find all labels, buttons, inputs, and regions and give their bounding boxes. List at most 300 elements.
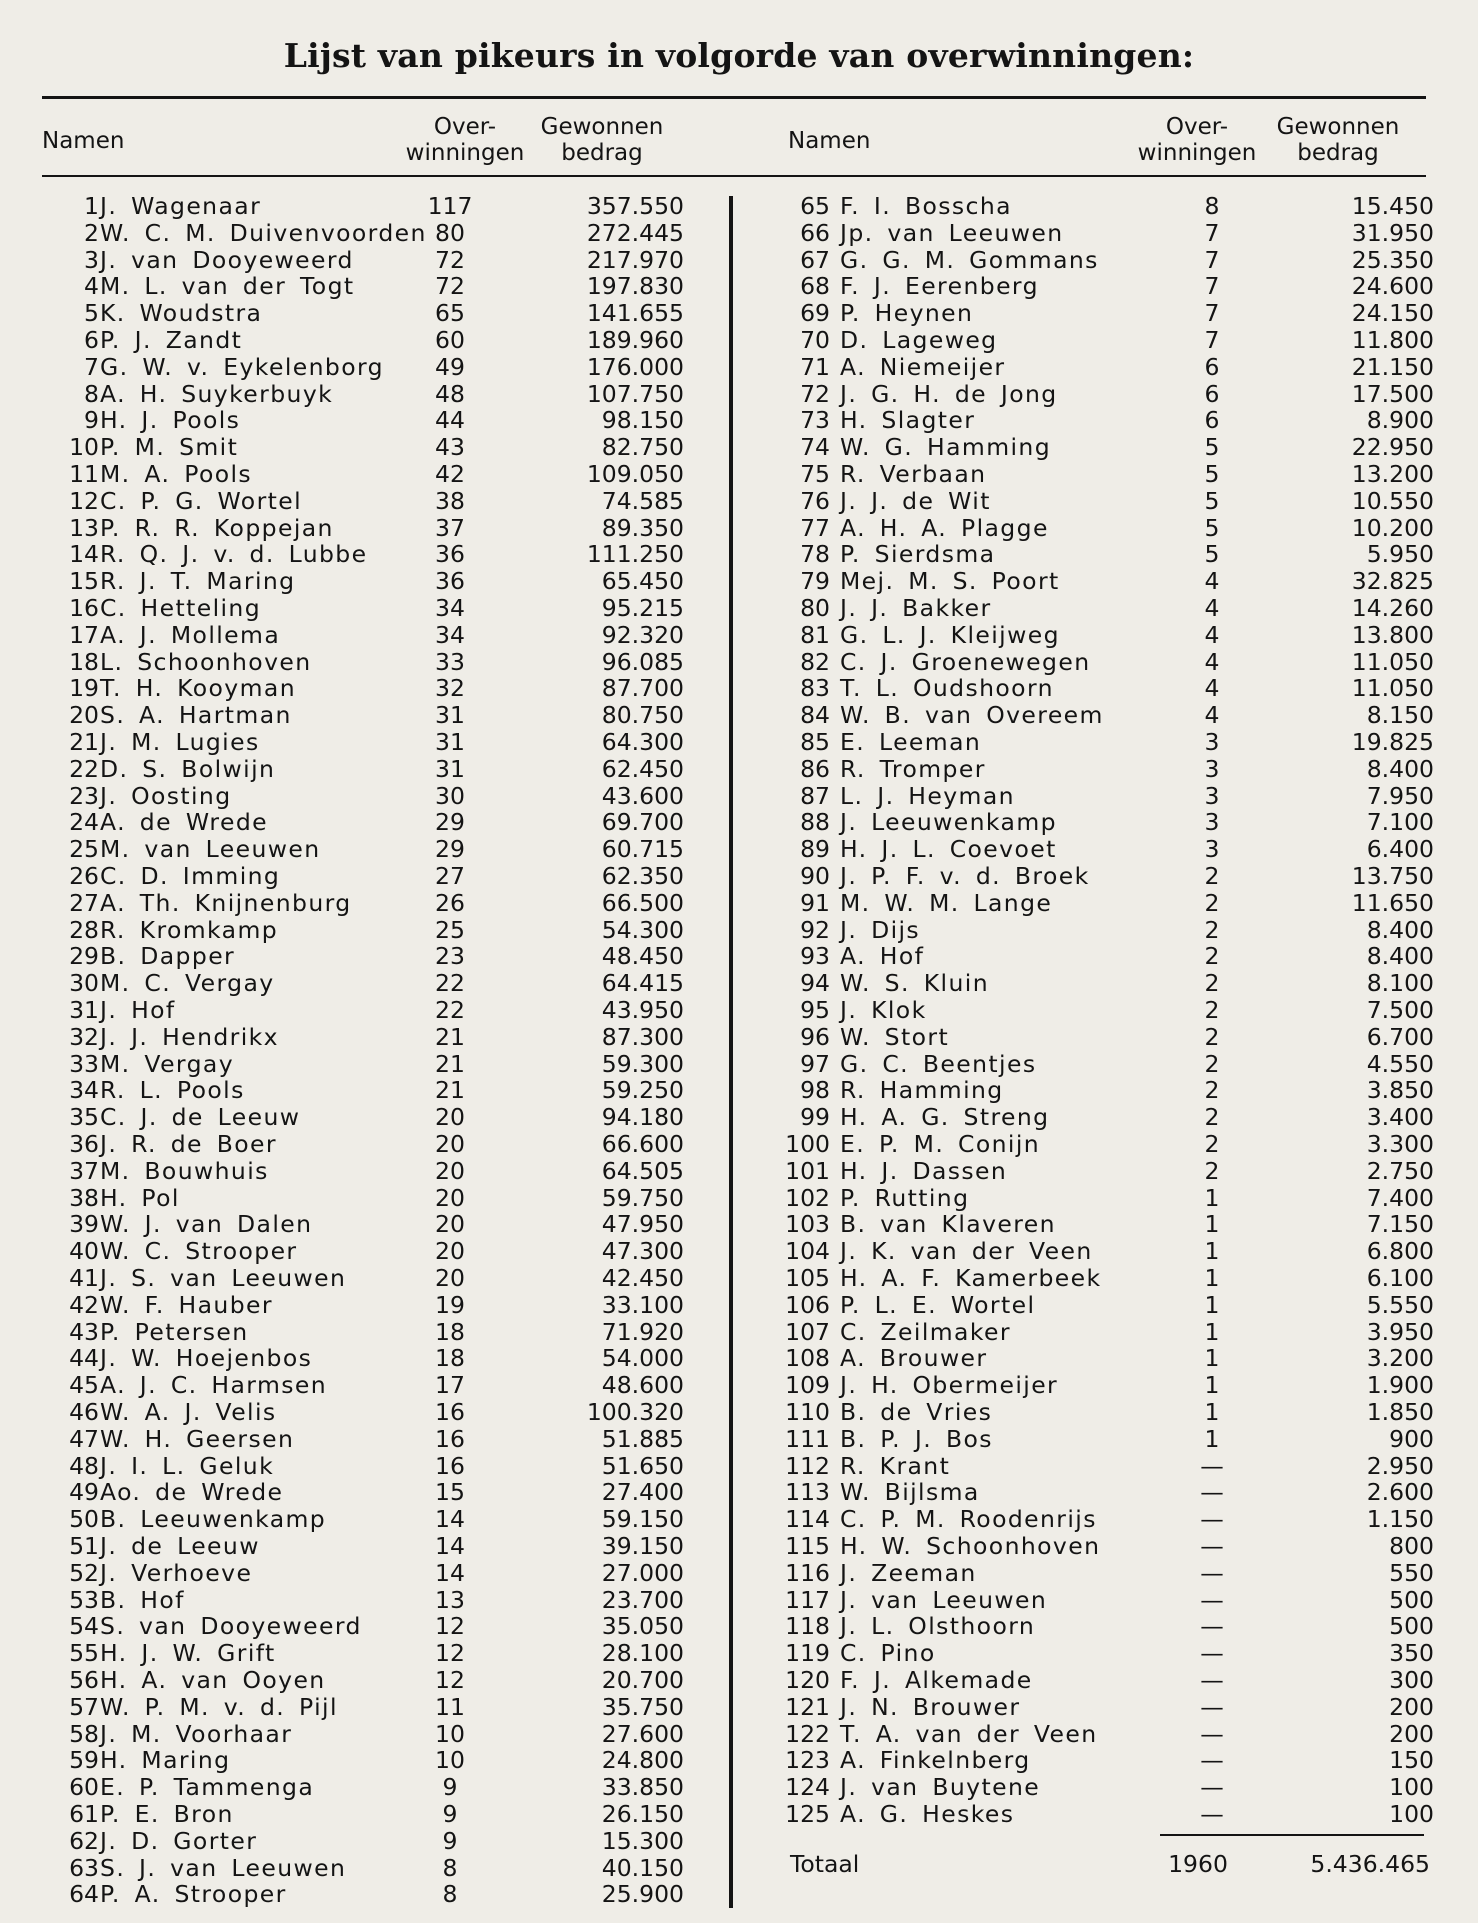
table-row [730,1533,1478,1560]
overwinningen-value: 21 [435,1076,465,1105]
pikeur-name: M. A. Pools [100,460,253,488]
overwinningen-value: 5 [1204,513,1220,542]
overwinningen-value: 22 [435,969,465,998]
overwinningen-value: 7 [1204,272,1220,301]
overwinningen-value: 44 [435,406,465,435]
table-row [730,220,1478,247]
bedrag-value: 51.650 [601,1451,684,1480]
table-row [0,809,730,836]
bedrag-value: 87.300 [601,1022,684,1051]
overwinningen-value: 25 [435,915,465,944]
header-overwinningen-right [1122,114,1272,166]
pikeur-name: J. N. Brouwer [840,1692,1021,1721]
pikeur-name: J. Zeeman [840,1558,977,1587]
overwinningen-value: 60 [435,326,465,354]
row-number: 112 [785,1451,830,1480]
table-row [0,1426,730,1453]
bedrag-value: 62.450 [601,754,684,783]
pikeur-name: J. de Leeuw [100,1532,260,1560]
pikeur-name: H. J. W. Grift [100,1639,276,1668]
pikeur-name: P. J. Zandt [100,326,243,354]
overwinningen-value: 7 [1204,299,1220,328]
bedrag-value: 27.600 [601,1719,684,1748]
table-row [730,434,1478,461]
pikeur-name: R. Q. J. v. d. Lubbe [100,540,368,569]
row-number: 116 [785,1558,830,1587]
overwinningen-value: 33 [435,647,465,676]
table-row [0,1506,730,1533]
pikeur-name: B. van Klaveren [840,1210,1056,1239]
pikeur-name: J. van Buytene [840,1773,1041,1802]
overwinningen-value: 8 [442,1880,458,1909]
overwinningen-value: 32 [435,674,465,703]
table-row [730,1158,1478,1185]
table-row [0,300,730,327]
bedrag-value: 60.715 [601,835,684,864]
table-row [0,622,730,649]
overwinningen-value: 49 [435,352,465,381]
row-number: 119 [785,1639,830,1668]
row-number: 48 [69,1451,99,1480]
overwinningen-value: 2 [1204,1103,1220,1132]
row-number: 93 [800,942,830,971]
pikeur-name: J. Oosting [100,781,232,810]
overwinningen-value: 2 [1204,969,1220,998]
table-row [0,1801,730,1828]
table-row [0,1372,730,1399]
row-number: 61 [69,1800,99,1828]
table-row [0,649,730,676]
row-number: 12 [69,486,99,515]
pikeur-name: Jp. van Leeuwen [840,218,1064,247]
pikeur-name: J. L. Olsthoorn [840,1612,1036,1641]
pikeur-name: J. S. van Leeuwen [100,1264,347,1292]
overwinningen-value: 29 [435,808,465,837]
pikeur-name: W. P. M. v. d. Pijl [100,1692,338,1721]
row-number: 40 [69,1237,99,1266]
overwinningen-value: 8 [442,1853,458,1882]
pikeur-name: J. Hof [100,996,176,1024]
overwinningen-value: 20 [435,1130,465,1158]
table-row [0,702,730,729]
pikeur-name: M. W. M. Lange [840,888,1053,917]
row-number: 83 [800,674,830,703]
bedrag-value: 39.150 [601,1532,684,1560]
overwinningen-value: 2 [1204,1049,1220,1078]
bedrag-value: 24.150 [1351,299,1434,328]
pikeur-name: W. J. van Dalen [100,1210,313,1239]
pikeur-name: H. J. Pools [100,406,241,435]
overwinningen-value: 6 [1204,379,1220,408]
bedrag-value: 4.550 [1366,1049,1434,1078]
row-number: 53 [69,1585,99,1614]
pikeur-name: D. S. Bolwijn [100,754,276,783]
row-number: 37 [69,1156,99,1185]
pikeur-name: J. J. de Wit [840,486,991,515]
pikeur-name: P. E. Bron [100,1800,234,1828]
table-row [0,1292,730,1319]
table-row [730,863,1478,890]
table-row [730,327,1478,354]
pikeur-name: A. Th. Knijnenburg [100,888,352,917]
overwinningen-value: 17 [435,1371,465,1400]
row-number: 63 [69,1853,99,1882]
row-number: 55 [69,1639,99,1668]
header-namen-right: Namen [788,128,871,154]
table-row [730,300,1478,327]
bedrag-value: 8.900 [1366,406,1434,435]
bedrag-value: 6.400 [1366,835,1434,864]
row-number: 85 [800,728,830,756]
row-number: 17 [69,620,99,649]
table-row [730,675,1478,702]
bedrag-value: 25.350 [1351,245,1434,274]
pikeur-name: C. Pino [840,1639,936,1668]
bedrag-value: 150 [1389,1746,1434,1775]
overwinningen-value: 7 [1204,245,1220,274]
row-number: 27 [69,888,99,917]
row-number: 3 [84,245,99,274]
overwinningen-value: 11 [435,1692,465,1721]
pikeur-name: P. M. Smit [100,433,239,462]
bedrag-value: 1.850 [1366,1398,1434,1426]
table-row [730,970,1478,997]
pikeur-name: H. A. van Ooyen [100,1666,326,1694]
table-row [730,1024,1478,1051]
pikeur-name: G. L. J. Kleijweg [840,620,1060,649]
table-row [730,541,1478,568]
row-number: 82 [800,647,830,676]
bedrag-value: 8.400 [1366,754,1434,783]
overwinningen-value: 9 [442,1800,458,1828]
bedrag-value: 8.400 [1366,942,1434,971]
bedrag-value: 64.300 [601,728,684,756]
row-number: 71 [800,352,830,381]
overwinningen-value: 20 [435,1103,465,1132]
row-number: 2 [84,218,99,247]
row-number: 18 [69,647,99,676]
bedrag-value: 550 [1389,1558,1434,1587]
bedrag-value: 100 [1389,1800,1434,1828]
pikeur-name: Mej. M. S. Poort [840,567,1060,596]
table-row [730,1345,1478,1372]
table-row [0,1319,730,1346]
table-row [0,997,730,1024]
bedrag-value: 1.900 [1366,1371,1434,1400]
table-row [730,1265,1478,1292]
table-row [0,1587,730,1614]
overwinningen-value: 19 [435,1290,465,1319]
bedrag-value: 10.200 [1351,513,1434,542]
row-number: 69 [800,299,830,328]
bedrag-value: 24.800 [601,1746,684,1775]
table-row [0,1640,730,1667]
overwinningen-value: 6 [1204,352,1220,381]
row-number: 9 [84,406,99,435]
bedrag-value: 13.750 [1351,862,1434,890]
overwinningen-value: 4 [1204,594,1220,622]
bedrag-value: 64.415 [601,969,684,998]
overwinningen-value: 36 [435,540,465,569]
row-number: 8 [84,379,99,408]
row-number: 58 [69,1719,99,1748]
table-row [0,1667,730,1694]
bedrag-value: 33.100 [601,1290,684,1319]
pikeur-name: Ao. de Wrede [100,1478,284,1507]
row-number: 92 [800,915,830,944]
bedrag-value: 62.350 [601,862,684,890]
row-number: 51 [69,1532,99,1560]
table-row [730,1399,1478,1426]
bedrag-value: 5.550 [1366,1290,1434,1319]
row-number: 111 [785,1424,830,1453]
pikeur-name: P. Sierdsma [840,540,996,569]
overwinningen-value: 34 [435,620,465,649]
table-row [0,1479,730,1506]
pikeur-name: C. J. de Leeuw [100,1103,301,1132]
row-number: 97 [800,1049,830,1078]
table-row [0,1747,730,1774]
overwinningen-value: 31 [435,701,465,730]
table-row [0,1694,730,1721]
row-number: 101 [785,1156,830,1185]
table-row [0,943,730,970]
table-row [730,997,1478,1024]
bedrag-value: 47.950 [601,1210,684,1239]
table-row [0,461,730,488]
table-row [0,407,730,434]
bedrag-value: 28.100 [601,1639,684,1668]
pikeur-name: W. Bijlsma [840,1478,980,1507]
row-number: 39 [69,1210,99,1239]
table-row [730,1319,1478,1346]
row-number: 122 [785,1719,830,1748]
bedrag-value: 71.920 [601,1317,684,1346]
table-row [0,1024,730,1051]
pikeur-name: W. B. van Overeem [840,701,1104,730]
pikeur-name: H. A. F. Kamerbeek [840,1264,1102,1292]
bedrag-value: 87.700 [601,674,684,703]
overwinningen-value: 2 [1204,1022,1220,1051]
overwinningen-value: 2 [1204,915,1220,944]
row-number: 6 [84,326,99,354]
table-row [0,1077,730,1104]
pikeur-name: B. Hof [100,1585,185,1614]
table-row [0,890,730,917]
table-row [0,327,730,354]
row-number: 1 [84,192,99,220]
bedrag-value: 15.300 [601,1826,684,1855]
bedrag-value: 3.850 [1366,1076,1434,1105]
table-row [730,1426,1478,1453]
header-bedrag-line2: bedrag [561,140,643,166]
pikeur-name: J. M. Voorhaar [100,1719,293,1748]
overwinningen-value: 5 [1204,433,1220,462]
overwinningen-value: 15 [435,1478,465,1507]
overwinningen-value: — [1200,1505,1224,1534]
row-number: 28 [69,915,99,944]
overwinningen-value: — [1200,1451,1224,1480]
bedrag-value: 20.700 [601,1666,684,1694]
overwinningen-value: 43 [435,433,465,462]
pikeur-name: A. Brouwer [840,1344,988,1373]
table-row [730,515,1478,542]
pikeur-name: H. Pol [100,1183,180,1212]
overwinningen-value: 4 [1204,647,1220,676]
row-number: 10 [69,433,99,462]
overwinningen-value: 2 [1204,996,1220,1024]
overwinningen-value: 26 [435,888,465,917]
overwinningen-value: 1 [1204,1210,1220,1239]
bedrag-value: 500 [1389,1612,1434,1641]
bedrag-value: 19.825 [1351,728,1434,756]
table-row [0,595,730,622]
bedrag-value: 82.750 [601,433,684,462]
overwinningen-value: 5 [1204,486,1220,515]
pikeur-name: H. J. Dassen [840,1156,1008,1185]
overwinningen-value: 3 [1204,728,1220,756]
row-number: 21 [69,728,99,756]
bedrag-value: 47.300 [601,1237,684,1266]
pikeur-name: W. Stort [840,1022,950,1051]
bedrag-value: 64.505 [601,1156,684,1185]
pikeur-name: C. P. M. Roodenrijs [840,1505,1097,1534]
row-number: 41 [69,1264,99,1292]
pikeur-name: M. Vergay [100,1049,234,1078]
pikeur-name: B. Dapper [100,942,236,971]
row-number: 87 [800,781,830,810]
row-number: 104 [785,1237,830,1266]
pikeur-name: W. S. Kluin [840,969,989,998]
bedrag-value: 176.000 [586,352,684,381]
pikeur-name: H. Maring [100,1746,231,1775]
table-row [0,568,730,595]
overwinningen-value: 1 [1204,1237,1220,1266]
table-row [0,1855,730,1882]
row-number: 14 [69,540,99,569]
row-number: 43 [69,1317,99,1346]
pikeur-name: B. de Vries [840,1398,993,1426]
table-row [730,407,1478,434]
bedrag-value: 6.800 [1366,1237,1434,1266]
overwinningen-value: 1 [1204,1264,1220,1292]
row-number: 52 [69,1558,99,1587]
row-number: 34 [69,1076,99,1105]
table-row [0,193,730,220]
row-number: 7 [84,352,99,381]
row-number: 121 [785,1692,830,1721]
bedrag-value: 11.050 [1351,647,1434,676]
table-row [730,702,1478,729]
overwinningen-value: — [1200,1585,1224,1614]
table-row [0,756,730,783]
overwinningen-value: 16 [435,1424,465,1453]
row-number: 108 [785,1344,830,1373]
table-row [730,1238,1478,1265]
table-row [0,515,730,542]
pikeur-name: A. Niemeijer [840,352,1006,381]
row-number: 115 [785,1532,830,1560]
overwinningen-value: 1 [1204,1290,1220,1319]
table-row [730,193,1478,220]
pikeur-name: G. W. v. Eykelenborg [100,352,384,381]
pikeur-name: A. de Wrede [100,808,269,837]
row-number: 25 [69,835,99,864]
row-number: 95 [800,996,830,1024]
overwinningen-value: 37 [435,513,465,542]
row-number: 94 [800,969,830,998]
total-bedrag: 5.436.465 [1310,1850,1430,1878]
row-number: 44 [69,1344,99,1373]
overwinningen-value: 3 [1204,808,1220,837]
bedrag-value: 98.150 [601,406,684,435]
bedrag-value: 59.750 [601,1183,684,1212]
title-rule [42,96,1426,99]
table-row [0,1158,730,1185]
page-title: Lijst van pikeurs in volgorde van overwinningen: [283,36,1195,75]
bedrag-value: 11.650 [1351,888,1434,917]
row-number: 23 [69,781,99,810]
bedrag-value: 35.050 [601,1612,684,1641]
overwinningen-value: 65 [435,299,465,328]
overwinningen-value: 9 [442,1826,458,1855]
table-row [0,1721,730,1748]
row-number: 30 [69,969,99,998]
pikeur-name: H. Slagter [840,406,976,435]
pikeur-name: P. R. R. Koppejan [100,513,334,542]
overwinningen-value: 21 [435,1049,465,1078]
pikeur-name: J. G. H. de Jong [840,379,1058,408]
row-number: 56 [69,1666,99,1694]
bedrag-value: 40.150 [601,1853,684,1882]
row-number: 106 [785,1290,830,1319]
header-rule [42,175,1426,177]
pikeur-name: W. H. Geersen [100,1424,295,1453]
bedrag-value: 11.800 [1351,326,1434,354]
row-number: 125 [785,1800,830,1828]
pikeur-name: R. Hamming [840,1076,1004,1105]
row-number: 89 [800,835,830,864]
row-number: 73 [800,406,830,435]
overwinningen-value: 3 [1204,835,1220,864]
bedrag-value: 35.750 [601,1692,684,1721]
header-bedrag-line1: Gewonnen [1276,114,1400,140]
pikeur-name: W. G. Hamming [840,433,1052,462]
pikeur-name: S. A. Hartman [100,701,292,730]
header-bedrag-left [527,114,677,166]
bedrag-value: 54.000 [601,1344,684,1373]
overwinningen-value: — [1200,1639,1224,1668]
pikeur-name: R. Verbaan [840,460,987,488]
table-row [730,1077,1478,1104]
pikeur-name: R. Kromkamp [100,915,279,944]
bedrag-value: 59.300 [601,1049,684,1078]
pikeur-name: J. W. Hoejenbos [100,1344,313,1373]
table-row [730,273,1478,300]
bedrag-value: 189.960 [586,326,684,354]
row-number: 64 [69,1880,99,1909]
table-row [730,756,1478,783]
bedrag-value: 17.500 [1351,379,1434,408]
bedrag-value: 8.150 [1366,701,1434,730]
overwinningen-value: 20 [435,1156,465,1185]
row-number: 98 [800,1076,830,1105]
bedrag-value: 24.600 [1351,272,1434,301]
bedrag-value: 3.950 [1366,1317,1434,1346]
bedrag-value: 31.950 [1351,218,1434,247]
pikeur-name: G. C. Beentjes [840,1049,1037,1078]
pikeur-name: J. Klok [840,996,927,1024]
